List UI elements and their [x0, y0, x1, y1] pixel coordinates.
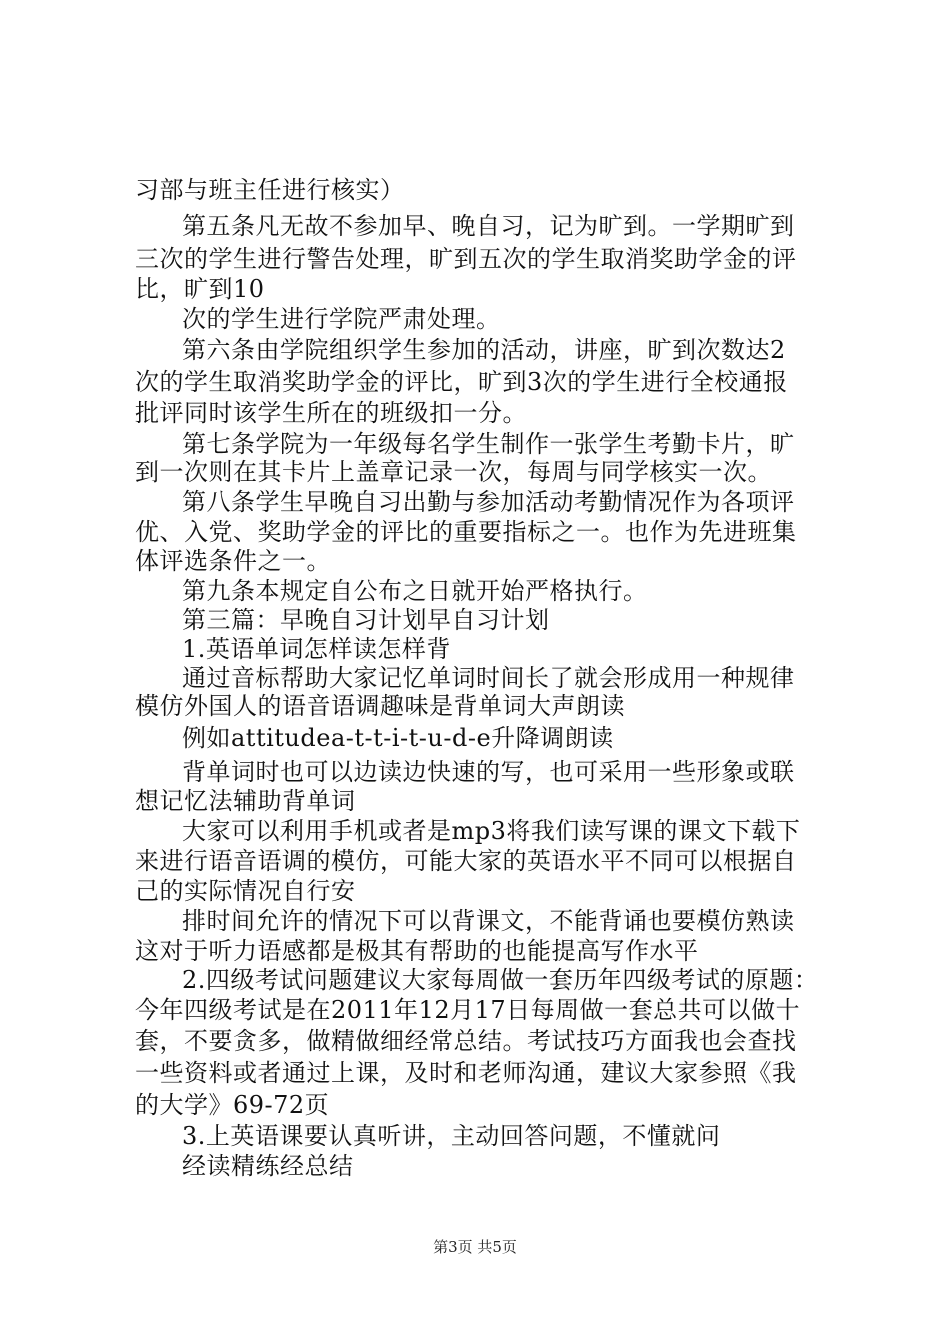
text-line: 一些资料或者通过上课，及时和老师沟通，建议大家参照《我 [135, 1059, 797, 1087]
text-line: 次的学生进行学院严肃处理。 [182, 305, 501, 333]
text-line: 第六条由学院组织学生参加的活动，讲座，旷到次数达2 [182, 336, 786, 364]
text-line: 的大学》69-72页 [135, 1091, 330, 1119]
text-line: 1.英语单词怎样读怎样背 [182, 635, 451, 663]
text-line: 优、入党、奖助学金的评比的重要指标之一。也作为先进班集 [135, 518, 797, 546]
text-line: 批评同时该学生所在的班级扣一分。 [135, 399, 527, 427]
text-line: 2.四级考试问题建议大家每周做一套历年四级考试的原题： [182, 966, 819, 994]
page-number-footer: 第3页 共5页 [433, 1238, 517, 1256]
text-line: 今年四级考试是在2011年12月17日每周做一套总共可以做十 [135, 996, 801, 1024]
text-line: 排时间允许的情况下可以背课文，不能背诵也要模仿熟读 [182, 907, 795, 935]
text-line: 大家可以利用手机或者是mp3将我们读写课的课文下载下 [182, 817, 801, 845]
text-line: 例如attitudea-t-t-i-t-u-d-e升降调朗读 [182, 724, 614, 752]
text-line: 己的实际情况自行安 [135, 877, 356, 905]
text-line: 通过音标帮助大家记忆单词时间长了就会形成用一种规律 [182, 664, 795, 692]
text-line: 三次的学生进行警告处理，旷到五次的学生取消奖助学金的评 [135, 245, 797, 273]
text-line: 来进行语音语调的模仿，可能大家的英语水平不同可以根据自 [135, 847, 797, 875]
text-line: 习部与班主任进行核实） [135, 176, 405, 204]
text-line: 这对于听力语感都是极其有帮助的也能提高写作水平 [135, 937, 699, 965]
section-heading: 第三篇：早晚自习计划早自习计划 [182, 606, 550, 634]
text-line: 想记忆法辅助背单词 [135, 787, 356, 815]
text-line: 3.上英语课要认真听讲，主动回答问题，不懂就问 [182, 1122, 721, 1150]
text-line: 体评选条件之一。 [135, 547, 331, 575]
text-line: 次的学生取消奖助学金的评比，旷到3次的学生进行全校通报 [135, 368, 788, 396]
text-line: 第七条学院为一年级每名学生制作一张学生考勤卡片，旷 [182, 430, 795, 458]
text-line: 经读精练经总结 [182, 1152, 354, 1180]
text-line: 背单词时也可以边读边快速的写，也可采用一些形象或联 [182, 758, 795, 786]
text-line: 第九条本规定自公布之日就开始严格执行。 [182, 577, 648, 605]
text-line: 模仿外国人的语音语调趣味是背单词大声朗读 [135, 692, 625, 720]
text-line: 第五条凡无故不参加早、晚自习，记为旷到。一学期旷到 [182, 212, 795, 240]
text-line: 第八条学生早晚自习出勤与参加活动考勤情况作为各项评 [182, 488, 795, 516]
text-line: 比，旷到10 [135, 275, 265, 303]
text-line: 套，不要贪多，做精做细经常总结。考试技巧方面我也会查找 [135, 1027, 797, 1055]
text-line: 到一次则在其卡片上盖章记录一次，每周与同学核实一次。 [135, 458, 772, 486]
